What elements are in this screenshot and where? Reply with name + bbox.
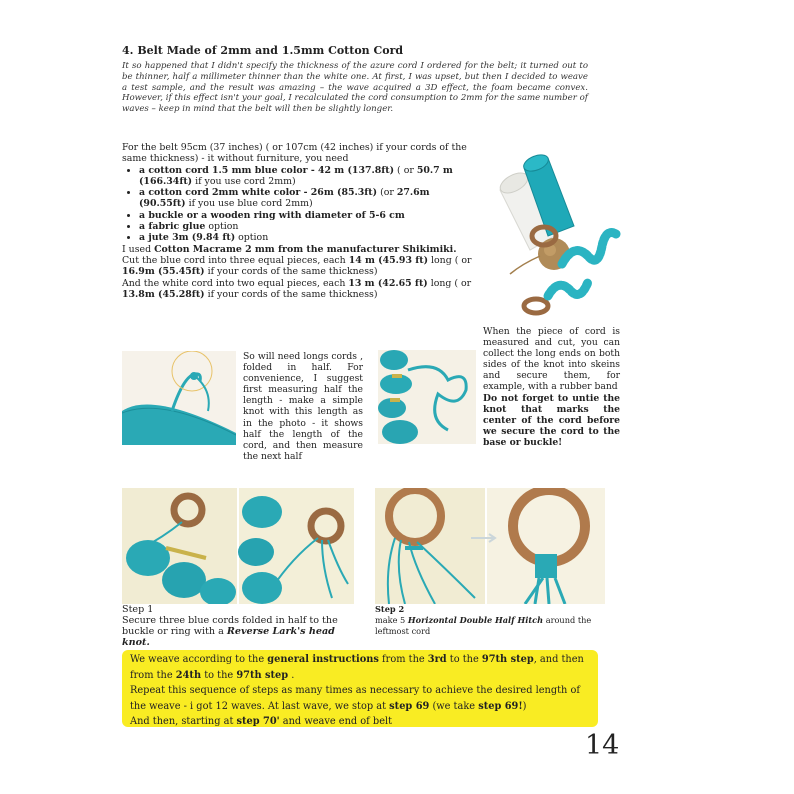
- used-line: I used Cotton Macrame 2 mm from the manufacturer Shikimiki.: [122, 243, 457, 255]
- instructions-line: We weave according to the general instructions from the 3rd to the 97th step, and then: [130, 654, 584, 665]
- step2-label: Step 2: [375, 604, 405, 614]
- step1-photo: [122, 488, 354, 604]
- instructions-line: And then, starting at step 70' and weave end of belt: [130, 716, 393, 727]
- step1-caption: [122, 604, 352, 648]
- skeins-photo: [378, 350, 476, 444]
- page-number: 14: [585, 730, 620, 761]
- materials-list: [122, 165, 474, 244]
- instructions-line: the weave - i got 12 waves. At last wave, we stop at step 69 (we take step 69!): [130, 700, 527, 712]
- step1-label: Step 1: [122, 604, 154, 615]
- cut-blue-line: Cut the blue cord into three equal pieces, each 14 m (45.93 ft) long ( or 16.9m (55.45ft) if your cords of the same thickness): [122, 254, 472, 278]
- requirements-lead: For the belt 95cm (37 inches) ( or 107cm (42 inches) if your cords of the same thickness) - it without furniture, you need: [122, 142, 467, 165]
- material-item: • a cotton cord 1.5 mm blue color - 42 m (137.8ft) ( or 50.7 m (166.34ft) if you use cord 2mm): [139, 165, 474, 188]
- step2-photo: [375, 488, 605, 604]
- material-item: • a jute 3m (9.84 ft) option: [139, 232, 474, 243]
- untie-knot-warning: Do not forget to untie the knot that marks the center of the cord before we secure the cord to the base or buckle!: [483, 392, 620, 448]
- step1-text: Secure three blue cords folded in half to the buckle or ring with a Reverse Lark's head knot.: [122, 615, 338, 648]
- cut-white-line: And the white cord into two equal pieces, each 13 m (42.65 ft) long ( or 13.8m (45.28ft) if your cords of the same thickness): [122, 277, 472, 300]
- material-item: • a cotton cord 2mm white color - 26m (85.3ft) (or 27.6m (90.55ft) if you use blue cord 2mm): [139, 187, 474, 210]
- requirements-block: [122, 142, 474, 300]
- measured-caption: [483, 326, 620, 448]
- intro-paragraph: It so happened that I didn't specify the thickness of the azure cord I ordered for the belt; it turned out to be thinner, half a millimeter thinner than the white one. At first, I was upset, but then I decided to weave a test sample, and the result was amazing – the wave acquired a 3D effect, the foam became convex. However, if this effect isn't your goal, I recalculated the cord consumption to 2mm for the same number of waves – keep in mind that the belt will then be slightly longer.: [122, 61, 588, 115]
- section-title: 4. Belt Made of 2mm and 1.5mm Cotton Cord: [122, 44, 404, 57]
- material-item: • a buckle or a wooden ring with diameter of 5-6 cm: [139, 210, 474, 221]
- instructions-line: from the 24th to the 97th step .: [130, 669, 295, 681]
- measured-caption-text: When the piece of cord is measured and cut, you can collect the long ends on both sides of the knot into skeins and secure them, for example, with a rubber band: [483, 326, 620, 393]
- measuring-caption: So will need longs cords , folded in half. For convenience, I suggest first measuring half the length - make a simple knot with this length as in the photo - it shows half the length of the cord, and then measure the next half: [243, 351, 363, 462]
- materials-photo: [484, 146, 624, 316]
- weaving-instructions: [122, 650, 598, 727]
- step2-text: make 5 Horizontal Double Half Hitch around the leftmost cord: [375, 615, 592, 636]
- knot-photo: [122, 351, 236, 445]
- step2-caption: [375, 604, 605, 637]
- material-item: • a fabric glue option: [139, 221, 474, 232]
- instructions-line: Repeat this sequence of steps as many times as necessary to achieve the desired length of: [130, 685, 580, 696]
